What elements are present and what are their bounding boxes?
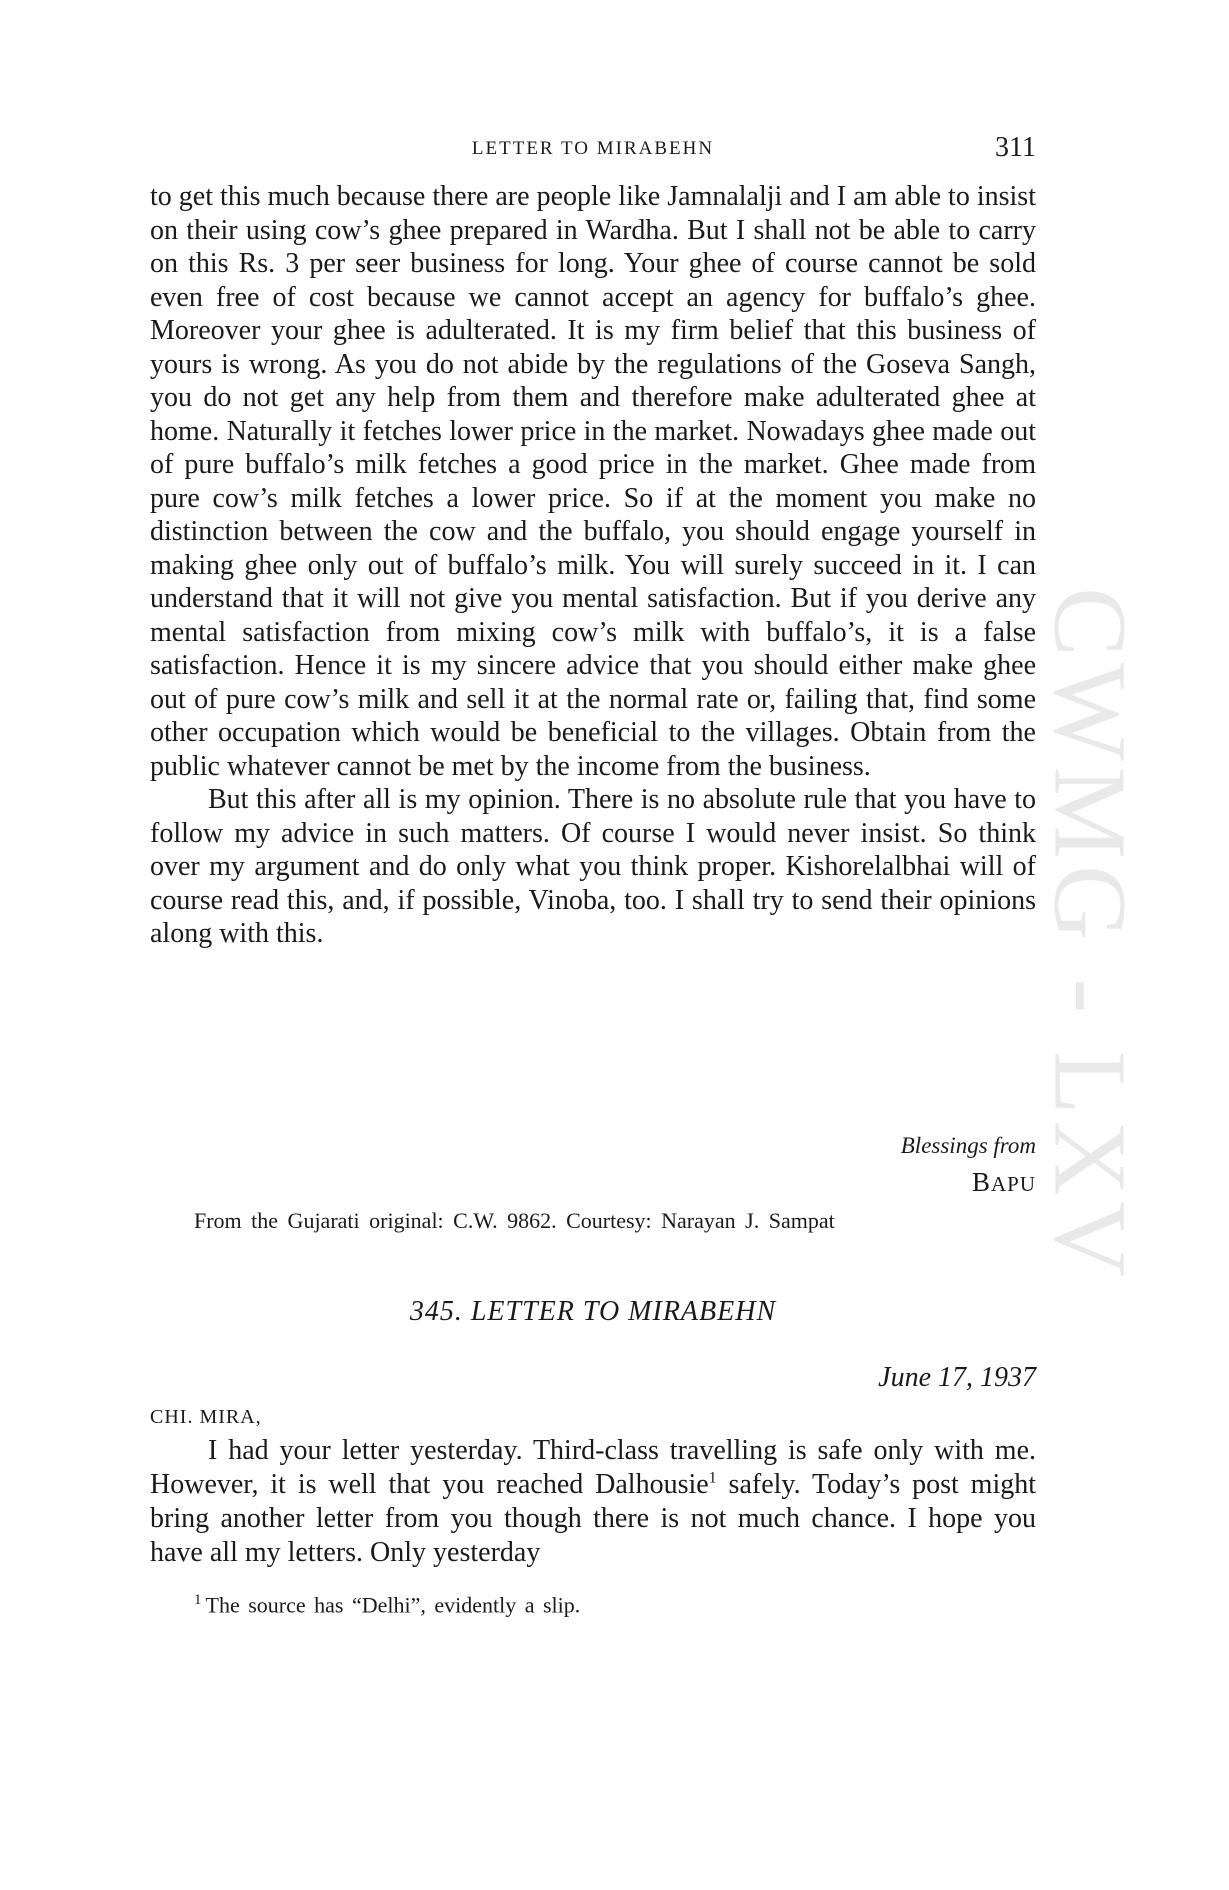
letter-text-after-footnote: safely. Today’s post might bring another letter from you though there is not much chance. I hope you have all my letters. Only yesterday (150, 1469, 1036, 1568)
document-page (150, 0, 1036, 1890)
footnote-reference: 1 (708, 1469, 717, 1487)
letter-body-continued (150, 180, 1036, 951)
letter-paragraph (150, 1434, 1036, 1570)
running-head (150, 132, 1036, 166)
running-title: LETTER TO MIRABEHN (471, 138, 715, 159)
body-paragraph-2: But this after all is my opinion. There is no absolute rule that you have to follow my advice in such matters. Of course I would never insist. So think over my argument and do only what you think proper. Kishorelalbhai will of course read this, and, if possible, Vinoba, too. I shall try to send their opinions along with this. (150, 784, 1036, 949)
footnote (194, 1592, 580, 1618)
source-note: From the Gujarati original: C.W. 9862. Courtesy: Narayan J. Sampat (194, 1208, 835, 1233)
salutation: CHI. MIRA, (150, 1406, 262, 1428)
footnote-mark: 1 (194, 1592, 202, 1608)
page-number: 311 (995, 132, 1036, 163)
letter-body (150, 1434, 1036, 1570)
watermark (1032, 470, 1148, 1400)
signoff (901, 1128, 1036, 1202)
letter-date: June 17, 1937 (878, 1362, 1036, 1393)
footnote-text: The source has “Delhi”, evidently a slip. (205, 1592, 581, 1618)
letter-text-before-footnote: I had your letter yesterday. Third-class travelling is safe only with me. However, it is well that you reached Dalhousie (150, 1435, 1036, 1500)
signoff-blessings: Blessings from (900, 1133, 1036, 1158)
body-paragraph-1: to get this much because there are people like Jamnalalji and I am able to insist on their using cow’s ghee prepared in Wardha. But I shall not be able to carry on this Rs. 3 per seer business for long. Your ghee of course cannot be sold even free of cost because we cannot accept an agency for buffalo’s ghee. Moreover your ghee is adulterated. It is my firm belief that this business of yours is wrong. As you do not abide by the regulations of the Goseva Sangh, you do not get any help from them and therefore make adulterated ghee at home. Naturally it fetches lower price in the market. Nowadays ghee made out of pure buffalo’s milk fetches a good price in the market. Ghee made from pure cow’s milk fetches a lower price. So if at the moment you make no distinction between the cow and the buffalo, you should engage yourself in making ghee only out of buffalo’s milk. You will surely succeed in it. I can understand that it will not give you mental satisfaction. But if you derive any mental satisfaction from mixing cow’s milk with buffalo’s, it is a false satisfaction. Hence it is my sincere advice that you should either make ghee out of pure cow’s milk and sell it at the normal rate or, failing that, find some other occupation which would be beneficial to the villages. Obtain from the public whatever cannot be met by the income from the business. (150, 181, 1036, 782)
signoff-name-initial: B (971, 1167, 991, 1197)
document-heading: 345. LETTER TO MIRABEHN (409, 1296, 777, 1327)
signoff-name (901, 1164, 1036, 1202)
watermark-text: CWMG - LXV (1032, 587, 1148, 1283)
signoff-name-rest: APU (990, 1172, 1036, 1196)
